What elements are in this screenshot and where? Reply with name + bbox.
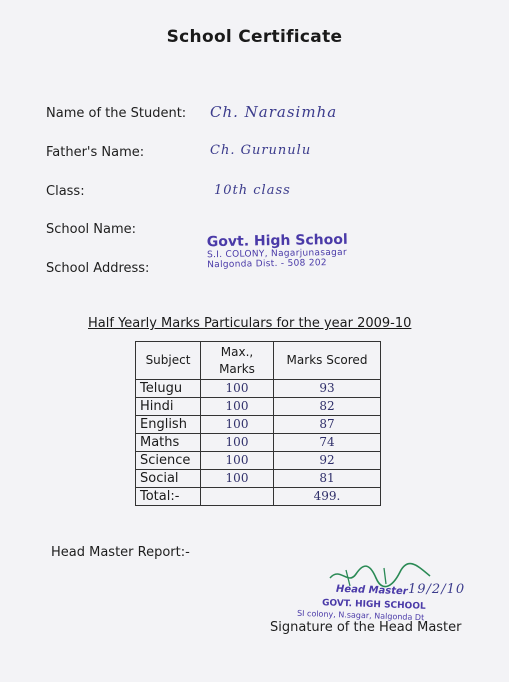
certificate-title: School Certificate (166, 27, 343, 47)
total-empty-cell (201, 488, 274, 506)
total-value-cell: 499. (274, 488, 381, 506)
school-stamp-name: Govt. High School (206, 231, 348, 251)
class-value: 10th class (214, 183, 291, 198)
subject-cell: Hindi (136, 398, 201, 416)
max-marks-cell: 100 (201, 416, 274, 434)
father-name-value: Ch. Gurunulu (210, 143, 312, 158)
head-master-stamp-school: GOVT. HIGH SCHOOL (321, 598, 426, 612)
max-marks-cell: 100 (201, 398, 274, 416)
table-total-row (136, 488, 381, 506)
table-row (136, 434, 381, 452)
marks-heading: Half Yearly Marks Particulars for the year 2009-10 (88, 316, 412, 331)
header-marks-scored: Marks Scored (274, 342, 381, 380)
total-label-cell: Total:- (136, 488, 201, 506)
max-marks-cell: 100 (201, 452, 274, 470)
max-marks-cell: 100 (201, 470, 274, 488)
subject-cell: Telugu (136, 380, 201, 398)
table-row (136, 398, 381, 416)
header-max-marks: Max., Marks (201, 342, 274, 380)
max-marks-cell: 100 (201, 380, 274, 398)
scored-cell: 92 (274, 452, 381, 470)
table-row (136, 470, 381, 488)
marks-table (135, 341, 381, 506)
subject-cell: Maths (136, 434, 201, 452)
student-name-label: Name of the Student: (46, 106, 187, 121)
subject-cell: Science (136, 452, 201, 470)
head-master-stamp-address: SI colony, N.sagar, Nalgonda Dt (296, 608, 425, 623)
head-master-stamp-title: Head Master (335, 583, 408, 598)
head-master-date: 19/2/10 (408, 582, 466, 597)
school-stamp (207, 232, 348, 270)
max-marks-cell: 100 (201, 434, 274, 452)
scored-cell: 87 (274, 416, 381, 434)
school-address-label: School Address: (46, 261, 150, 276)
table-header-row (136, 342, 381, 380)
table-row (136, 416, 381, 434)
table-row (136, 380, 381, 398)
table-row (136, 452, 381, 470)
scored-cell: 81 (274, 470, 381, 488)
subject-cell: English (136, 416, 201, 434)
father-name-label: Father's Name: (46, 145, 145, 160)
subject-cell: Social (136, 470, 201, 488)
head-master-report-label: Head Master Report:- (51, 545, 190, 560)
scored-cell: 93 (274, 380, 381, 398)
scored-cell: 74 (274, 434, 381, 452)
class-label: Class: (46, 184, 85, 199)
student-name-value: Ch. Narasimha (210, 103, 338, 121)
signature-caption: Signature of the Head Master (270, 620, 462, 635)
school-name-label: School Name: (46, 222, 137, 237)
header-subject: Subject (136, 342, 201, 380)
school-stamp-line2: Nalgonda Dist. - 508 202 (207, 258, 327, 271)
school-stamp-line1: S.I. COLONY, Nagarjunasagar (206, 247, 348, 261)
scored-cell: 82 (274, 398, 381, 416)
